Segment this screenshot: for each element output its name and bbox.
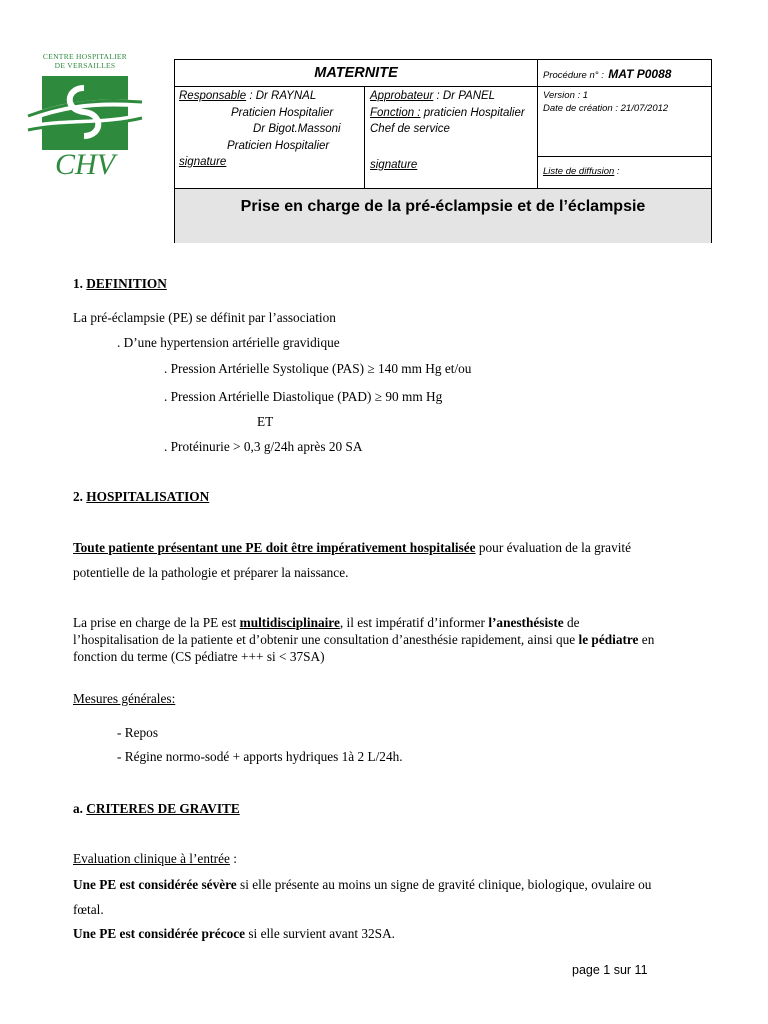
title-band bbox=[175, 188, 711, 243]
liste-diffusion-label: Liste de diffusion bbox=[543, 166, 615, 177]
section-number: a. bbox=[73, 801, 87, 816]
hosp-paragraph-2 bbox=[73, 614, 580, 631]
definition-item-1: . D’une hypertension artérielle gravidique bbox=[117, 335, 340, 350]
definition-item-2: . Pression Artérielle Systolique (PAS) ≥ 140 mm Hg et/ou bbox=[164, 361, 472, 376]
section-number: 2. bbox=[73, 489, 87, 504]
mesure-item-1: - Repos bbox=[117, 725, 158, 740]
approbateur-label: Approbateur bbox=[370, 90, 434, 102]
hosp-p2-multidisciplinaire: multidisciplinaire bbox=[239, 615, 340, 630]
hosp-p1-bold: Toute patiente présentant une PE doit être impérativement hospitalisée bbox=[73, 540, 476, 555]
section-criteres-heading bbox=[73, 800, 240, 817]
severe-rest: si elle présente au moins un signe de gravité clinique, biologique, ovulaire ou bbox=[236, 877, 652, 892]
evaluation-colon: : bbox=[229, 851, 237, 866]
definition-intro: La pré-éclampsie (PE) se définit par l’association bbox=[73, 310, 336, 325]
approbateur-name: : Dr PANEL bbox=[433, 90, 496, 102]
evaluation-clinique bbox=[73, 850, 237, 867]
hosp-p2-pediatre: le pédiatre bbox=[578, 632, 639, 647]
co-responsable-name: Dr Bigot.Massoni bbox=[253, 123, 341, 135]
section-definition-heading bbox=[73, 275, 167, 292]
co-responsable-title: Praticien Hospitalier bbox=[227, 139, 330, 152]
diffusion-cell bbox=[537, 156, 711, 188]
evaluation-title: Evaluation clinique à l’entrée bbox=[73, 851, 230, 866]
section-title: HOSPITALISATION bbox=[86, 489, 210, 504]
chef-service: Chef de service bbox=[370, 123, 450, 135]
hosp-p2-anesthesiste: l’anesthésiste bbox=[488, 615, 564, 630]
section-number: 1. bbox=[73, 276, 87, 291]
mesures-generales-title: Mesures générales: bbox=[73, 691, 176, 706]
logo-text bbox=[26, 52, 144, 70]
logo-line-2: DE VERSAILLES bbox=[54, 61, 116, 70]
severe-definition bbox=[73, 876, 651, 893]
precoce-definition bbox=[73, 925, 395, 942]
hosp-p2-text-e: de bbox=[563, 615, 580, 630]
hosp-paragraph-2-line-3: fonction du terme (CS pédiatre +++ si < 37SA) bbox=[73, 649, 325, 664]
definition-item-4: . Protéinurie > 0,3 g/24h après 20 SA bbox=[164, 439, 363, 454]
logo-letters: CHV bbox=[55, 148, 115, 180]
procedure-number: MAT P0088 bbox=[608, 67, 672, 81]
department-cell bbox=[175, 60, 537, 87]
page-number: page 1 sur 11 bbox=[572, 963, 648, 977]
signature-middle: signature bbox=[370, 159, 418, 171]
severe-bold: Une PE est considérée sévère bbox=[73, 877, 237, 892]
responsable-cell bbox=[175, 86, 364, 188]
mesure-item-2: - Régine normo-sodé + apports hydriques 1à 2 L/24h. bbox=[117, 749, 403, 764]
hosp-p2-line2-a: l’hospitalisation de la patiente et d’obtenir une consultation d’anesthésie rapidement, ainsi que bbox=[73, 632, 579, 647]
hosp-p2-line2-c: en bbox=[638, 632, 655, 647]
hosp-p1-rest: pour évaluation de la gravité bbox=[475, 540, 632, 555]
approbateur-cell bbox=[364, 86, 537, 188]
procedure-label: Procédure n° : bbox=[543, 70, 604, 81]
hosp-p2-text-a: La prise en charge de la PE est bbox=[73, 615, 240, 630]
section-title: DEFINITION bbox=[86, 276, 167, 291]
definition-item-3: . Pression Artérielle Diastolique (PAD) ≥ 90 mm Hg bbox=[164, 389, 443, 404]
department-name: MATERNITE bbox=[314, 65, 398, 81]
logo-line-1: CENTRE HOSPITALIER bbox=[42, 52, 128, 61]
date-creation-value: 21/07/2012 bbox=[618, 103, 669, 114]
responsable-name: : Dr RAYNAL bbox=[246, 90, 317, 102]
responsable-label: Responsable bbox=[179, 90, 247, 102]
version-cell bbox=[537, 86, 711, 157]
date-creation-label: Date de création : bbox=[543, 103, 618, 114]
procedure-cell bbox=[537, 60, 711, 87]
section-hospitalisation-heading bbox=[73, 488, 209, 505]
fonction-label: Fonction : bbox=[370, 106, 421, 119]
definition-et: ET bbox=[257, 414, 274, 429]
fonction-value: praticien Hospitalier bbox=[420, 106, 525, 119]
hospital-logo bbox=[26, 52, 144, 180]
procedure-title: Prise en charge de la pré-éclampsie et de l’éclampsie bbox=[240, 198, 646, 215]
precoce-rest: si elle survient avant 32SA. bbox=[245, 926, 395, 941]
hosp-paragraph-1-line-2: potentielle de la pathologie et préparer la naissance. bbox=[73, 565, 349, 580]
precoce-bold: Une PE est considérée précoce bbox=[73, 926, 246, 941]
section-title: CRITERES DE GRAVITE bbox=[86, 801, 240, 816]
hosp-paragraph-2-line-2 bbox=[73, 631, 654, 648]
version: Version : 1 bbox=[543, 90, 589, 101]
logo-emblem bbox=[26, 70, 144, 180]
hosp-p2-text-c: , il est impératif d’informer bbox=[339, 615, 489, 630]
procedure-header bbox=[174, 59, 712, 243]
signature-left: signature bbox=[179, 156, 227, 168]
responsable-title: Praticien Hospitalier bbox=[231, 106, 334, 119]
severe-definition-line-2: fœtal. bbox=[73, 902, 104, 917]
hosp-paragraph-1 bbox=[73, 539, 631, 556]
liste-diffusion-colon: : bbox=[614, 166, 620, 177]
